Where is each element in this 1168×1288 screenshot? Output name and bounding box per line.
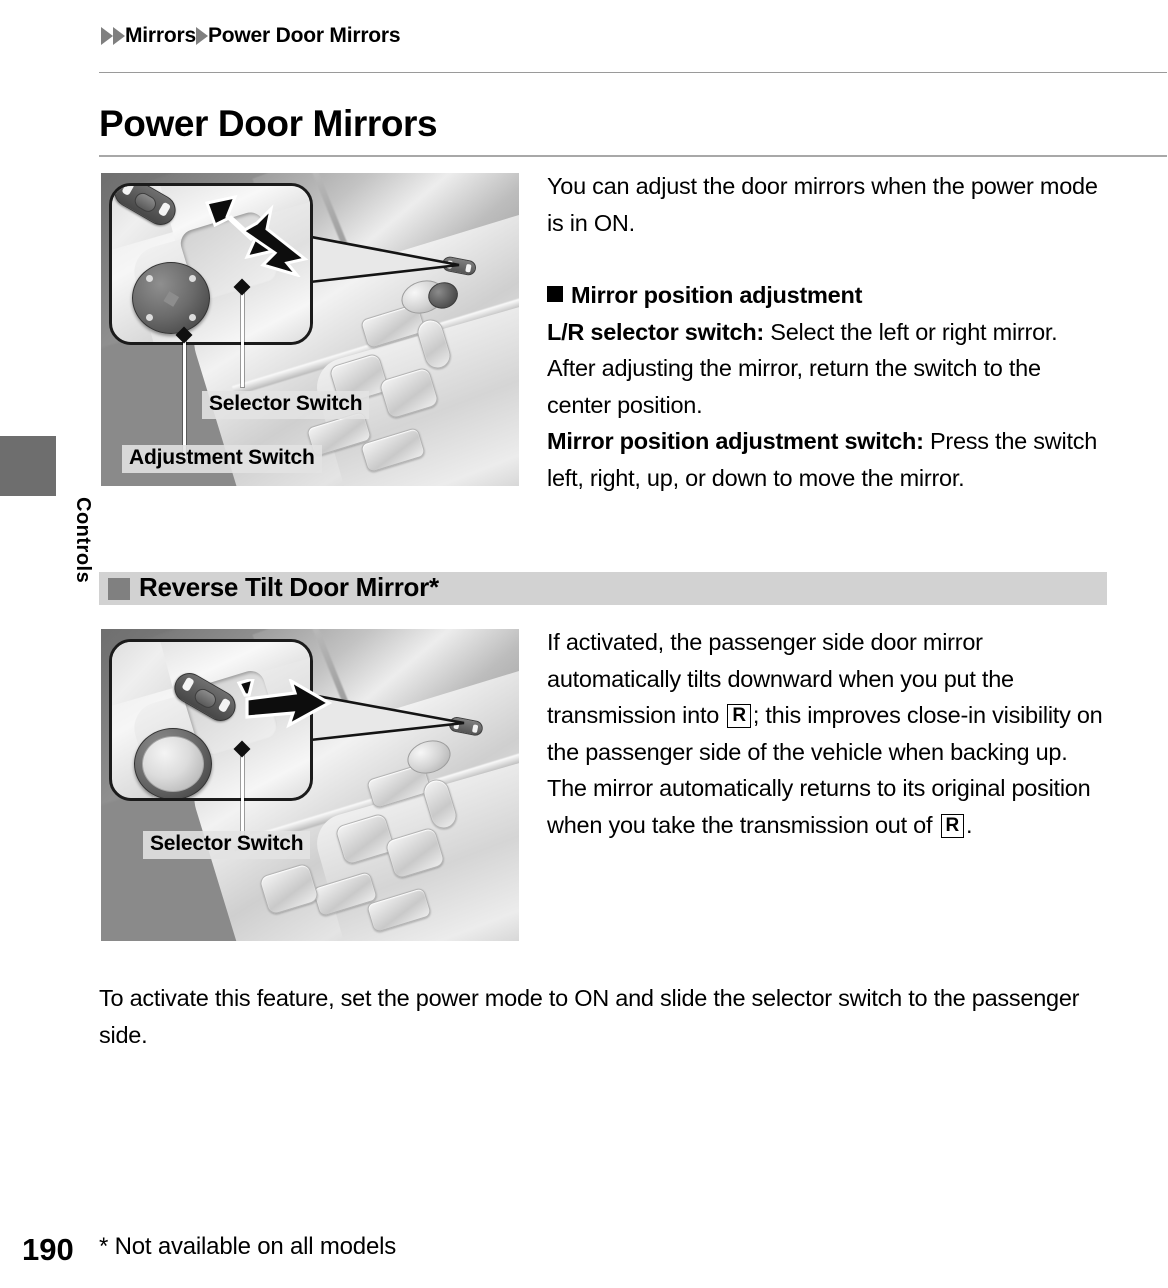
activation-note: To activate this feature, set the power mode to ON and slide the selector switch to the passenger side. (99, 985, 1080, 1048)
triangle-right-icon (113, 27, 125, 45)
desc-lr-selector-switch: Select the left or right mirror. After adjusting the mirror, return the switch to the center position. (547, 318, 1058, 418)
arrow-right-icon (233, 679, 333, 731)
gear-badge-r: R (727, 704, 750, 728)
leader-line-selector-switch (241, 289, 244, 387)
reverse-tilt-door-mirror-switch-photo (101, 629, 519, 941)
breadcrumb-item-mirrors[interactable]: Mirrors (125, 24, 196, 47)
intro-paragraph: You can adjust the door mirrors when the power mode is in ON. (547, 173, 1098, 236)
page-title: Power Door Mirrors (99, 103, 438, 144)
section-header-title: Reverse Tilt Door Mirror* (139, 572, 439, 602)
term-lr-selector-switch: L/R selector switch: (547, 318, 764, 345)
leader-line-selector-switch (241, 751, 244, 841)
chapter-tab-marker (0, 436, 56, 496)
reverse-tilt-text-b: ; this improves close-in visibility on the passenger side of the vehicle when backing up. The mirror automatically returns to its original position when you take the transmission out of (547, 702, 1103, 838)
reverse-tilt-text-a: If activated, the passenger side door mirror automatically tilts downward when you put the transmission into (547, 629, 1014, 728)
illustration-label-selector-switch: Selector Switch (202, 391, 369, 419)
illustration-label-selector-switch: Selector Switch (143, 831, 310, 859)
double-arrow-left-right-icon (201, 195, 311, 277)
callout-connector (301, 233, 461, 288)
title-divider (99, 155, 1167, 157)
subheading-label: Mirror position adjustment (571, 282, 863, 308)
page-number: 190 (22, 1232, 74, 1267)
section-1-copy (547, 168, 1107, 496)
mirror-position-adjustment-switch: ◆ (132, 262, 210, 334)
definition-lr-selector-switch (547, 314, 1107, 424)
term-mirror-position-adjustment-switch: Mirror position adjustment switch: (547, 428, 924, 454)
breadcrumb (101, 24, 400, 48)
illustration-label-adjustment-switch: Adjustment Switch (122, 445, 322, 473)
triangle-right-icon (101, 27, 113, 45)
reverse-tilt-text-c: . (966, 811, 973, 838)
triangle-right-icon (196, 27, 208, 45)
breadcrumb-item-power-door-mirrors[interactable]: Power Door Mirrors (207, 24, 401, 47)
subheading-mirror-position-adjustment (547, 277, 1107, 314)
desc-mirror-position-adjustment-switch: Press the switch left, right, up, or down to move the mirror. (547, 428, 1098, 491)
section-2-copy (547, 624, 1107, 843)
definition-mirror-position-adjustment-switch (547, 423, 1107, 496)
chapter-tab-label: Controls (72, 497, 94, 584)
leader-line-adjustment-switch (183, 337, 186, 461)
section-header-reverse-tilt-door-mirror (99, 572, 1107, 605)
footnote: * Not available on all models (99, 1233, 397, 1260)
adjustment-knob-unlit (134, 728, 212, 800)
gear-badge-r: R (941, 814, 964, 838)
reverse-tilt-paragraph (547, 624, 1107, 843)
power-door-mirror-switch-photo (101, 173, 519, 486)
gray-square-bullet-icon (108, 578, 130, 600)
black-square-bullet-icon (547, 286, 563, 302)
breadcrumb-divider (99, 72, 1167, 73)
